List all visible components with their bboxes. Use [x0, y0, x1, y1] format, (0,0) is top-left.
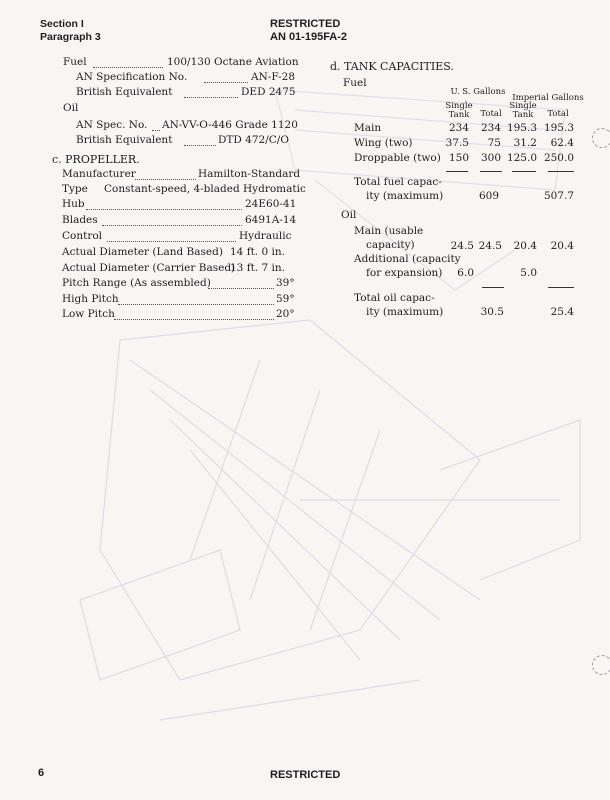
leader-line [152, 130, 160, 131]
hub-value: 24E60-41 [245, 198, 297, 210]
manufacturer-value: Hamilton-Standard [198, 168, 301, 180]
leader-line [184, 145, 216, 146]
section-label: Section I [40, 18, 84, 30]
leader-line [93, 67, 163, 68]
tank-wing-us-single: 37.5 [445, 137, 469, 149]
leader-line [208, 288, 274, 289]
oil-main-imp-single: 20.4 [513, 240, 537, 252]
blades-value: 6491A-14 [245, 214, 297, 226]
tank-droppable-us-total: 300 [480, 152, 501, 164]
leader-line [107, 241, 236, 242]
binder-hole-top [592, 128, 610, 148]
oil-additional-imp-single: 5.0 [520, 267, 537, 279]
us-gallons-header: U. S. Gallons [450, 87, 506, 97]
oil-british-equivalent-label: British Equivalent [76, 134, 173, 146]
oil-label: Oil [63, 102, 79, 114]
leader-line [118, 304, 274, 305]
sum-rule [480, 171, 502, 172]
restricted-header: RESTRICTED [270, 18, 341, 30]
total-fuel-label: Total fuel capac- [354, 176, 442, 188]
control-label: Control [62, 230, 103, 242]
tank-droppable-imp-total: 250.0 [543, 152, 574, 164]
paragraph-label: Paragraph 3 [40, 31, 101, 43]
low-pitch-value: 20° [276, 308, 295, 320]
high-pitch-value: 59° [276, 293, 295, 305]
tank-main-imp-total: 195.3 [543, 122, 574, 134]
tank-wing-us-total: 75 [487, 137, 501, 149]
tank-wing-imp-single: 31.2 [513, 137, 537, 149]
us-total-header: Total [480, 109, 502, 119]
total-fuel-label-cont: ity (maximum) [366, 190, 444, 202]
leader-line [135, 179, 196, 180]
low-pitch-label: Low Pitch [62, 308, 115, 320]
sum-rule [512, 171, 536, 172]
imperial-gallons-header: Imperial Gallons [512, 93, 584, 103]
bleed-through-diagram [60, 300, 600, 780]
fuel-value: 100/130 Octane Aviation [167, 56, 299, 68]
an-spec-label: AN Specification No. [76, 71, 188, 83]
propeller-heading: c. PROPELLER. [52, 153, 140, 166]
tank-main-us-total: 234 [480, 122, 501, 134]
oil-an-spec-label: AN Spec. No. [76, 119, 148, 131]
sum-rule [482, 287, 504, 288]
oil-british-equivalent-value: DTD 472/C/O [218, 134, 289, 146]
diameter-land-label: Actual Diameter (Land Based) [62, 246, 223, 258]
restricted-footer: RESTRICTED [270, 769, 341, 781]
total-oil-label: Total oil capac- [354, 292, 435, 304]
oil-additional-us-single: 6.0 [457, 267, 474, 279]
british-equivalent-value: DED 2475 [241, 86, 296, 98]
tank-main-imp-single: 195.3 [506, 122, 537, 134]
document-number: AN 01-195FA-2 [270, 31, 348, 43]
british-equivalent-label: British Equivalent [76, 86, 173, 98]
oil-main-label: Main (usable [354, 225, 424, 237]
imperial-single-tank-header: Single Tank [509, 101, 537, 120]
an-spec-value: AN-F-28 [251, 71, 296, 83]
diameter-carrier-value: 13 ft. 7 in. [230, 262, 285, 274]
us-single-tank-header: Single Tank [445, 101, 473, 120]
imperial-total-header: Total [547, 109, 569, 119]
tank-capacities-heading: d. TANK CAPACITIES. [330, 60, 454, 73]
control-value: Hydraulic [239, 230, 292, 242]
tanks-fuel-label: Fuel [343, 77, 367, 89]
oil-main-label-cont: capacity) [366, 239, 415, 251]
high-pitch-label: High Pitch [62, 293, 119, 305]
leader-line [184, 97, 238, 98]
total-oil-label-cont: ity (maximum) [366, 306, 444, 318]
sum-rule [446, 171, 468, 172]
total-fuel-us: 609 [478, 190, 499, 202]
leader-line [204, 82, 248, 83]
oil-main-imp-total: 20.4 [550, 240, 574, 252]
tank-wing-imp-total: 62.4 [550, 137, 574, 149]
oil-an-spec-value: AN-VV-O-446 Grade 1120 [162, 119, 298, 131]
oil-main-us-single: 24.5 [450, 240, 474, 252]
manufacturer-label: Manufacturer [62, 168, 136, 180]
page-number: 6 [38, 767, 45, 779]
tank-wing-label: Wing (two) [354, 137, 413, 149]
tank-main-label: Main [354, 122, 382, 134]
total-fuel-imp: 507.7 [543, 190, 574, 202]
tank-droppable-us-single: 150 [448, 152, 469, 164]
tank-droppable-imp-single: 125.0 [506, 152, 537, 164]
total-oil-imp: 25.4 [550, 306, 574, 318]
leader-line [86, 209, 242, 210]
oil-main-us-total: 24.5 [478, 240, 502, 252]
type-value: Constant-speed, 4-bladed Hydromatic [104, 183, 306, 195]
hub-label: Hub [62, 198, 85, 210]
oil-additional-label: Additional (capacity [354, 253, 461, 265]
total-oil-us: 30.5 [480, 306, 504, 318]
fuel-label: Fuel [63, 56, 87, 68]
binder-hole-bottom [592, 655, 610, 675]
sum-rule [548, 287, 574, 288]
pitch-range-label: Pitch Range (As assembled) [62, 277, 211, 289]
diameter-carrier-label: Actual Diameter (Carrier Based) [62, 262, 236, 274]
tank-droppable-label: Droppable (two) [354, 152, 441, 164]
leader-line [114, 319, 274, 320]
tank-main-us-single: 234 [448, 122, 469, 134]
diameter-land-value: 14 ft. 0 in. [230, 246, 285, 258]
blades-label: Blades [62, 214, 98, 226]
pitch-range-value: 39° [276, 277, 295, 289]
type-label: Type [62, 183, 88, 195]
oil-additional-label-cont: for expansion) [366, 267, 443, 279]
sum-rule [548, 171, 574, 172]
leader-line [102, 225, 242, 226]
tanks-oil-label: Oil [341, 209, 357, 221]
